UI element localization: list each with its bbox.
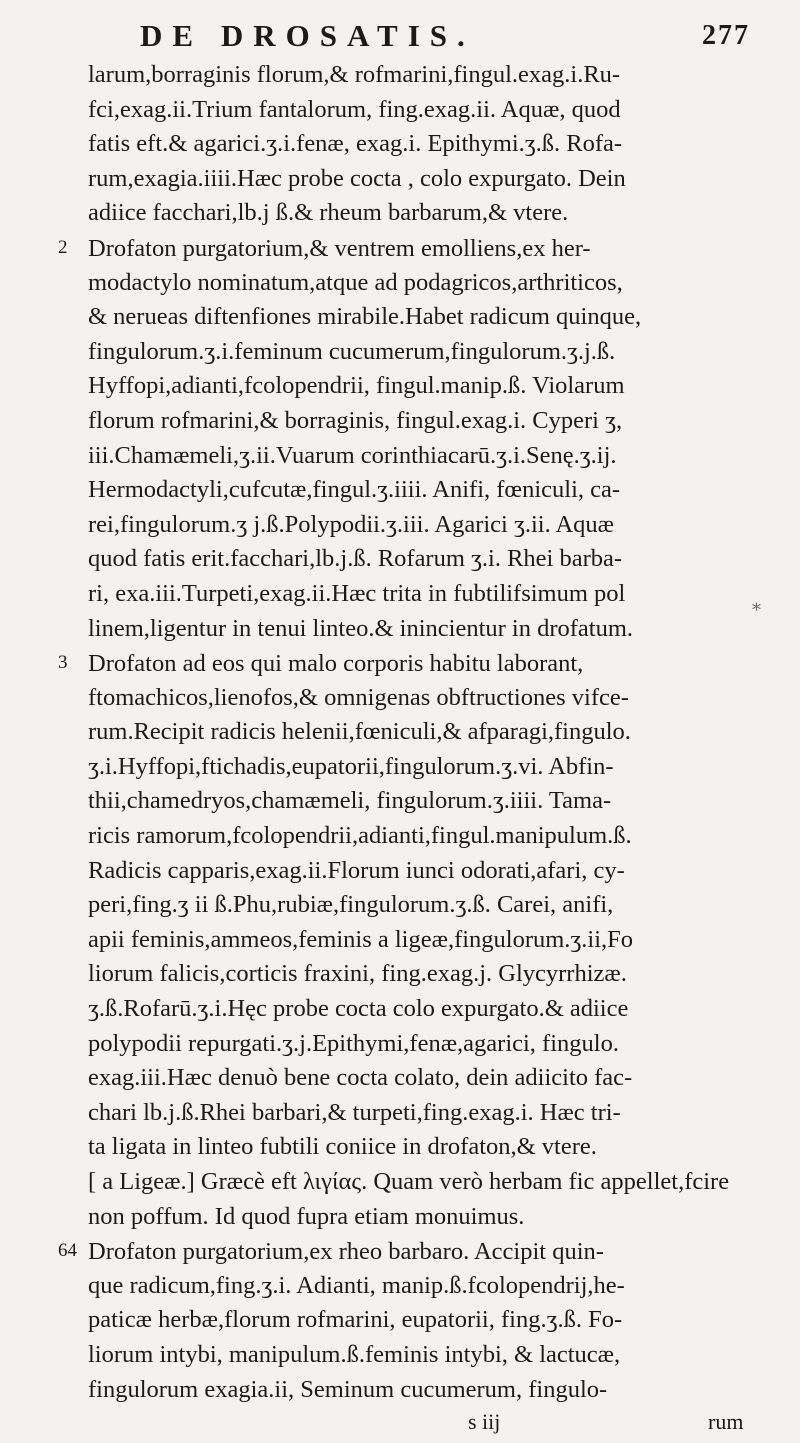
line-text: exag.iii.Hæc denuò bene cocta colato, dein adiicito fac- bbox=[88, 1064, 633, 1092]
line-text: fatis eft.& agarici.ʒ.i.fenæ, exag.i. Epithymi.ʒ.ß. Rofa- bbox=[88, 130, 623, 158]
text-line bbox=[58, 854, 770, 889]
page-number: 277 bbox=[702, 20, 750, 51]
text-line bbox=[58, 162, 770, 197]
text-line bbox=[58, 404, 770, 439]
text-line bbox=[58, 923, 770, 958]
text-line bbox=[58, 888, 770, 923]
line-text: ʒ.i.Hyffopi,ftichadis,eupatorii,fingulorum.ʒ.vi. Abfin- bbox=[88, 752, 614, 780]
text-line bbox=[58, 93, 770, 128]
text-line bbox=[58, 1338, 770, 1373]
line-text: linem,ligentur in tenui linteo.& inincientur in drofatum. bbox=[88, 614, 634, 642]
line-text: iii.Chamæmeli,ʒ.ii.Vuarum corinthiacarū.ʒ.i.Senę.ʒ.ij. bbox=[88, 441, 617, 469]
text-line bbox=[58, 646, 770, 681]
text-line bbox=[58, 473, 770, 508]
text-line bbox=[58, 1200, 770, 1235]
line-text: liorum intybi, manipulum.ß.feminis intybi, & lactucæ, bbox=[88, 1340, 621, 1368]
text-line bbox=[58, 992, 770, 1027]
text-line bbox=[58, 715, 770, 750]
line-text: ʒ.ß.Rofarū.ʒ.i.Hęc probe cocta colo expurgato.& adiice bbox=[88, 995, 629, 1023]
text-line bbox=[58, 577, 770, 612]
line-text: larum,borraginis florum,& rofmarini,fingul.exag.i.Ru- bbox=[88, 61, 621, 88]
line-text: thii,chamedryos,chamæmeli, fingulorum.ʒ.iiii. Tama- bbox=[88, 787, 612, 815]
line-text: chari lb.j.ß.Rhei barbari,& turpeti,fing.exag.i. Hæc tri- bbox=[88, 1098, 621, 1126]
line-text: que radicum,fing.ʒ.i. Adianti, manip.ß.fcolopendrij,he- bbox=[88, 1271, 625, 1299]
text-line bbox=[58, 784, 770, 819]
paragraph-number: 2 bbox=[58, 236, 68, 258]
text-line bbox=[58, 231, 770, 266]
paragraph-number: 3 bbox=[58, 652, 68, 674]
text-line bbox=[58, 196, 770, 231]
line-text: fingulorum exagia.ii, Seminum cucumerum, fingulo- bbox=[88, 1375, 608, 1403]
line-text: & nerueas diftenfiones mirabile.Habet radicum quinque, bbox=[88, 303, 642, 331]
line-text: ftomachicos,lienofos,& omnigenas obftructiones vifce- bbox=[88, 683, 629, 711]
signature-mark: s iij bbox=[468, 1409, 501, 1435]
line-text: rei,fingulorum.ʒ j.ß.Polypodii.ʒ.iii. Agarici ʒ.ii. Aquæ bbox=[88, 510, 615, 538]
line-text: apii feminis,ammeos,feminis a ligeæ,fingulorum.ʒ.ii,Fo bbox=[88, 925, 634, 953]
line-text: Drofaton ad eos qui malo corporis habitu laborant, bbox=[88, 650, 584, 678]
line-text: paticæ herbæ,florum rofmarini, eupatorii, fing.ʒ.ß. Fo- bbox=[88, 1306, 623, 1334]
paragraph-number: 64 bbox=[58, 1240, 77, 1262]
line-text: Hyffopi,adianti,fcolopendrii, fingul.manip.ß. Violarum bbox=[88, 372, 625, 400]
line-text: Hermodactyli,cufcutæ,fingul.ʒ.iiii. Anifi, fœniculi, ca- bbox=[88, 476, 621, 504]
catchword: rum bbox=[708, 1409, 744, 1435]
line-text: peri,fing.ʒ ii ß.Phu,rubiæ,fingulorum.ʒ.ß. Carei, anifi, bbox=[88, 891, 614, 919]
running-head bbox=[58, 18, 770, 58]
text-line bbox=[58, 1096, 770, 1131]
text-line bbox=[58, 1027, 770, 1062]
text-line bbox=[58, 266, 770, 301]
text-line bbox=[58, 957, 770, 992]
text-line bbox=[58, 750, 770, 785]
running-title: DE DROSATIS. bbox=[140, 18, 475, 53]
text-line bbox=[58, 1373, 770, 1408]
text-line bbox=[58, 335, 770, 370]
text-line bbox=[58, 1061, 770, 1096]
text-line bbox=[58, 300, 770, 335]
text-line bbox=[58, 542, 770, 577]
line-text: Radicis capparis,exag.ii.Florum iunci odorati,afari, cy- bbox=[88, 856, 625, 884]
line-text: quod fatis erit.facchari,lb.j.ß. Rofarum ʒ.i. Rhei barba- bbox=[88, 545, 623, 573]
text-line bbox=[58, 1303, 770, 1338]
text-line bbox=[58, 612, 770, 647]
margin-mark: * bbox=[752, 600, 761, 621]
line-text: fci,exag.ii.Trium fantalorum, fing.exag.ii. Aquæ, quod bbox=[88, 95, 621, 123]
line-text: rum.Recipit radicis helenii,fœniculi,& afparagi,fingulo. bbox=[88, 718, 631, 746]
text-line bbox=[58, 508, 770, 543]
text-line bbox=[58, 1165, 770, 1200]
line-text: rum,exagia.iiii.Hæc probe cocta , colo expurgato. Dein bbox=[88, 164, 626, 192]
line-text: adiice facchari,lb.j ß.& rheum barbarum,& vtere. bbox=[88, 199, 569, 227]
body-text bbox=[58, 58, 770, 1407]
text-line bbox=[58, 127, 770, 162]
line-text: ta ligata in linteo fubtili coniice in drofaton,& vtere. bbox=[88, 1133, 597, 1161]
text-line bbox=[58, 369, 770, 404]
text-line bbox=[58, 819, 770, 854]
text-line bbox=[58, 58, 770, 93]
line-text: ricis ramorum,fcolopendrii,adianti,fingul.manipulum.ß. bbox=[88, 822, 632, 850]
line-text: ri, exa.iii.Turpeti,exag.ii.Hæc trita in fubtilifsimum pol bbox=[88, 579, 626, 607]
text-line bbox=[58, 439, 770, 474]
line-text: Drofaton purgatorium,ex rheo barbaro. Accipit quin- bbox=[88, 1238, 604, 1266]
line-text: liorum falicis,corticis fraxini, fing.exag.j. Glycyrrhizæ. bbox=[88, 960, 627, 988]
text-line bbox=[58, 1130, 770, 1165]
line-text: modactylo nominatum,atque ad podagricos,arthriticos, bbox=[88, 268, 623, 296]
page-footer bbox=[58, 1409, 770, 1443]
line-text: non poffum. Id quod fupra etiam monuimus. bbox=[88, 1202, 525, 1230]
text-line bbox=[58, 681, 770, 716]
line-text: [ a Ligeæ.] Græcè eft λιγίας. Quam verò herbam fic appellet,fcire bbox=[88, 1168, 730, 1195]
line-text: polypodii repurgati.ʒ.j.Epithymi,fenæ,agarici, fingulo. bbox=[88, 1029, 619, 1057]
line-text: Drofaton purgatorium,& ventrem emolliens,ex her- bbox=[88, 234, 591, 262]
line-text: florum rofmarini,& borraginis, fingul.exag.i. Cyperi ʒ, bbox=[88, 406, 623, 434]
text-line bbox=[58, 1269, 770, 1304]
text-line bbox=[58, 1234, 770, 1269]
line-text: fingulorum.ʒ.i.feminum cucumerum,fingulorum.ʒ.j.ß. bbox=[88, 337, 616, 365]
